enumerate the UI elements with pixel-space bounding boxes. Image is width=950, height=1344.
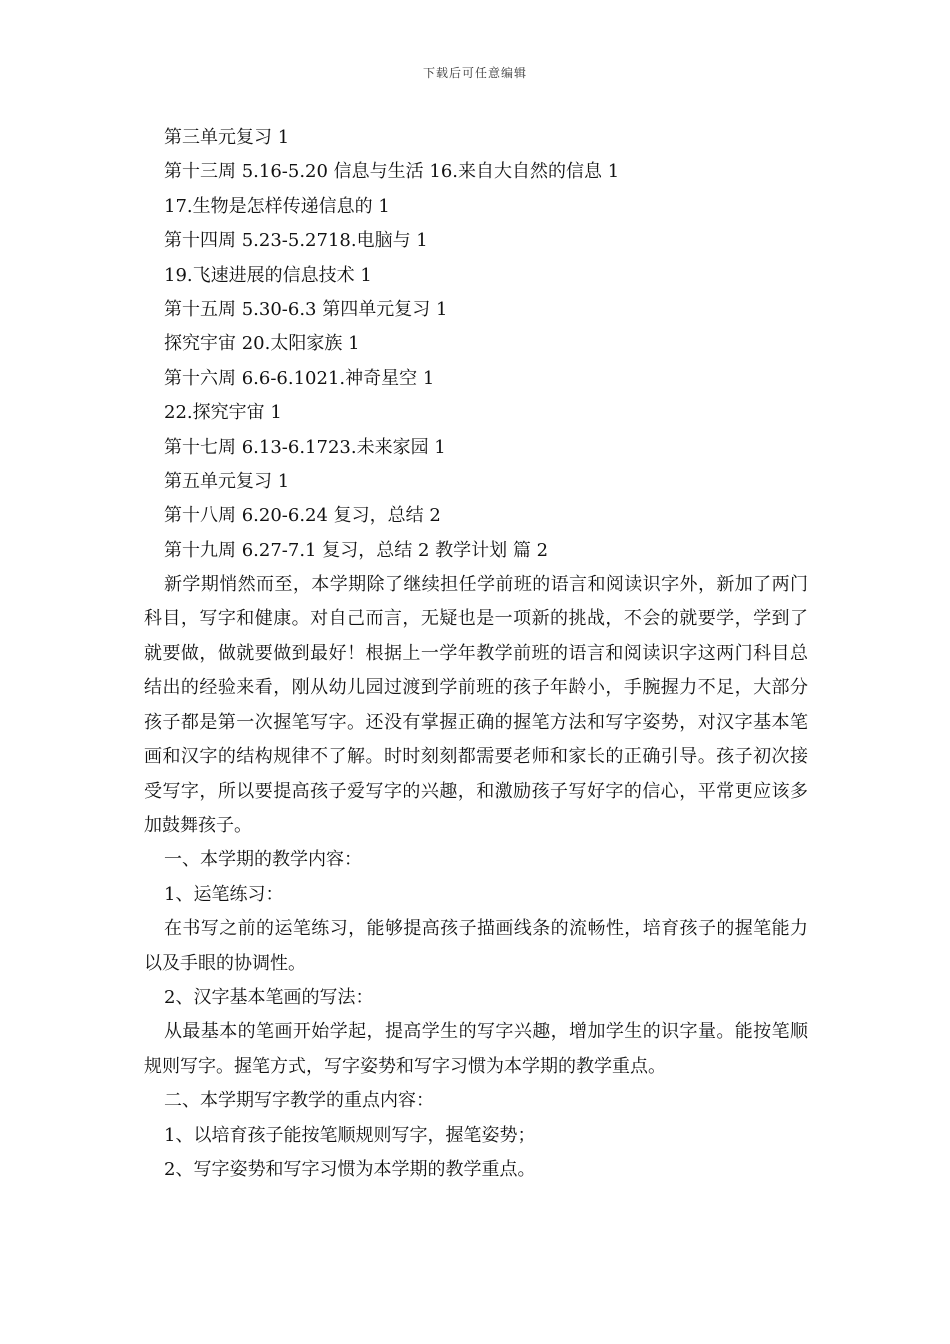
schedule-line: 第十四周 5.23-5.2718.电脑与 1	[164, 230, 428, 252]
section-heading: 一、本学期的教学内容：	[164, 849, 362, 871]
schedule-line: 第十七周 6.13-6.1723.未来家园 1	[164, 436, 446, 458]
schedule-line: 17.生物是怎样传递信息的 1	[164, 195, 390, 217]
item-paragraph: 在书写之前的运笔练习，能够提高孩子描画线条的流畅性，培育孩子的握笔能力以及手眼的协调性。	[144, 918, 808, 974]
page-header-note: 下载后可任意编辑	[422, 66, 527, 80]
list-item: 1、以培育孩子能按笔顺规则写字，握笔姿势；	[164, 1124, 536, 1146]
schedule-line: 第三单元复习 1	[164, 127, 290, 148]
item-heading: 2、汉字基本笔画的写法：	[164, 986, 374, 1008]
document-body	[144, 121, 808, 1187]
schedule-line: 探究宇宙 20.太阳家族 1	[164, 333, 360, 355]
schedule-line: 22.探究宇宙 1	[164, 402, 282, 424]
schedule-line: 第十九周 6.27-7.1 复习，总结 2 教学计划 篇 2	[164, 539, 549, 561]
schedule-line: 第五单元复习 1	[164, 470, 290, 492]
schedule-line: 19.飞速进展的信息技术 1	[164, 264, 372, 286]
schedule-line: 第十八周 6.20-6.24 复习，总结 2	[164, 505, 441, 527]
intro-paragraph: 新学期悄然而至，本学期除了继续担任学前班的语言和阅读识字外，新加了两门科目，写字和健康。对自己而言，无疑也是一项新的挑战，不会的就要学，学到了就要做，做就要做到最好！根据上一学年教学前班的语言和阅读识字这两门科目总结出的经验来看，刚从幼儿园过渡到学前班的孩子年龄小，手腕握力不足，大部分孩子都是第一次握笔写字。还没有掌握正确的握笔方法和写字姿势，对汉字基本笔画和汉字的结构规律不了解。时时刻刻都需要老师和家长的正确引导。孩子初次接受写字，所以要提高孩子爱写字的兴趣，和激励孩子写好字的信心，平常更应该多加鼓舞孩子。	[144, 574, 808, 836]
schedule-line: 第十六周 6.6-6.1021.神奇星空 1	[164, 367, 435, 389]
schedule-line: 第十三周 5.16-5.20 信息与生活 16.来自大自然的信息 1	[164, 161, 620, 183]
item-paragraph: 从最基本的笔画开始学起，提高学生的写字兴趣，增加学生的识字量。能按笔顺规则写字。握笔方式，写字姿势和写字习惯为本学期的教学重点。	[144, 1021, 808, 1077]
item-heading: 1、运笔练习：	[164, 883, 284, 905]
list-item: 2、写字姿势和写字习惯为本学期的教学重点。	[164, 1158, 536, 1180]
schedule-line: 第十五周 5.30-6.3 第四单元复习 1	[164, 298, 448, 320]
section-heading: 二、本学期写字教学的重点内容：	[164, 1090, 434, 1112]
